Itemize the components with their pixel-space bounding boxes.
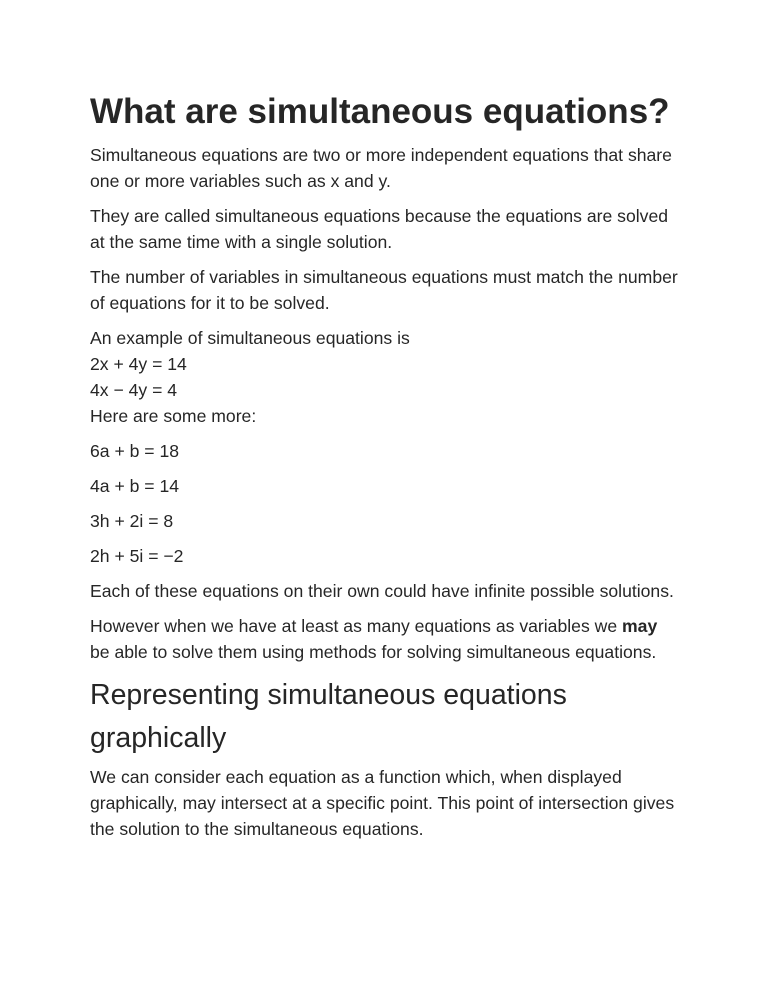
may-solve-bold: may <box>622 616 658 636</box>
equation-3h-2i: 3h + 2i = 8 <box>90 511 174 531</box>
example-equation-1: 2x + 4y = 14 <box>90 354 187 374</box>
example-intro: An example of simultaneous equations is <box>90 328 410 348</box>
page-title: What are simultaneous equations? <box>90 92 670 131</box>
may-solve-after: be able to solve them using methods for solving simultaneous equations. <box>90 642 657 662</box>
equation-4a-b: 4a + b = 14 <box>90 476 180 496</box>
paragraph-definition: Simultaneous equations are two or more independent equations that share one or more variables such as x and y. <box>90 145 672 191</box>
example-equation-2: 4x − 4y = 4 <box>90 380 178 400</box>
example-block <box>90 325 678 429</box>
paragraph-variables-match: The number of variables in simultaneous equations must match the number of equations for it to be solved. <box>90 267 678 313</box>
paragraph-why-called: They are called simultaneous equations because the equations are solved at the same time with a single solution. <box>90 206 669 252</box>
section-heading-graphically: Representing simultaneous equations graphically <box>90 679 567 754</box>
paragraph-graphical-intersection: We can consider each equation as a function which, when displayed graphically, may intersect at a specific point. This point of intersection gives the solution to the simultaneous equations. <box>90 767 675 839</box>
equation-2h-5i: 2h + 5i = −2 <box>90 546 184 566</box>
may-solve-before: However when we have at least as many equations as variables we <box>90 616 623 636</box>
equation-6a-b: 6a + b = 18 <box>90 441 180 461</box>
paragraph-may-solve <box>90 613 678 665</box>
more-intro: Here are some more: <box>90 406 257 426</box>
paragraph-infinite-solutions: Each of these equations on their own could have infinite possible solutions. <box>90 581 674 601</box>
